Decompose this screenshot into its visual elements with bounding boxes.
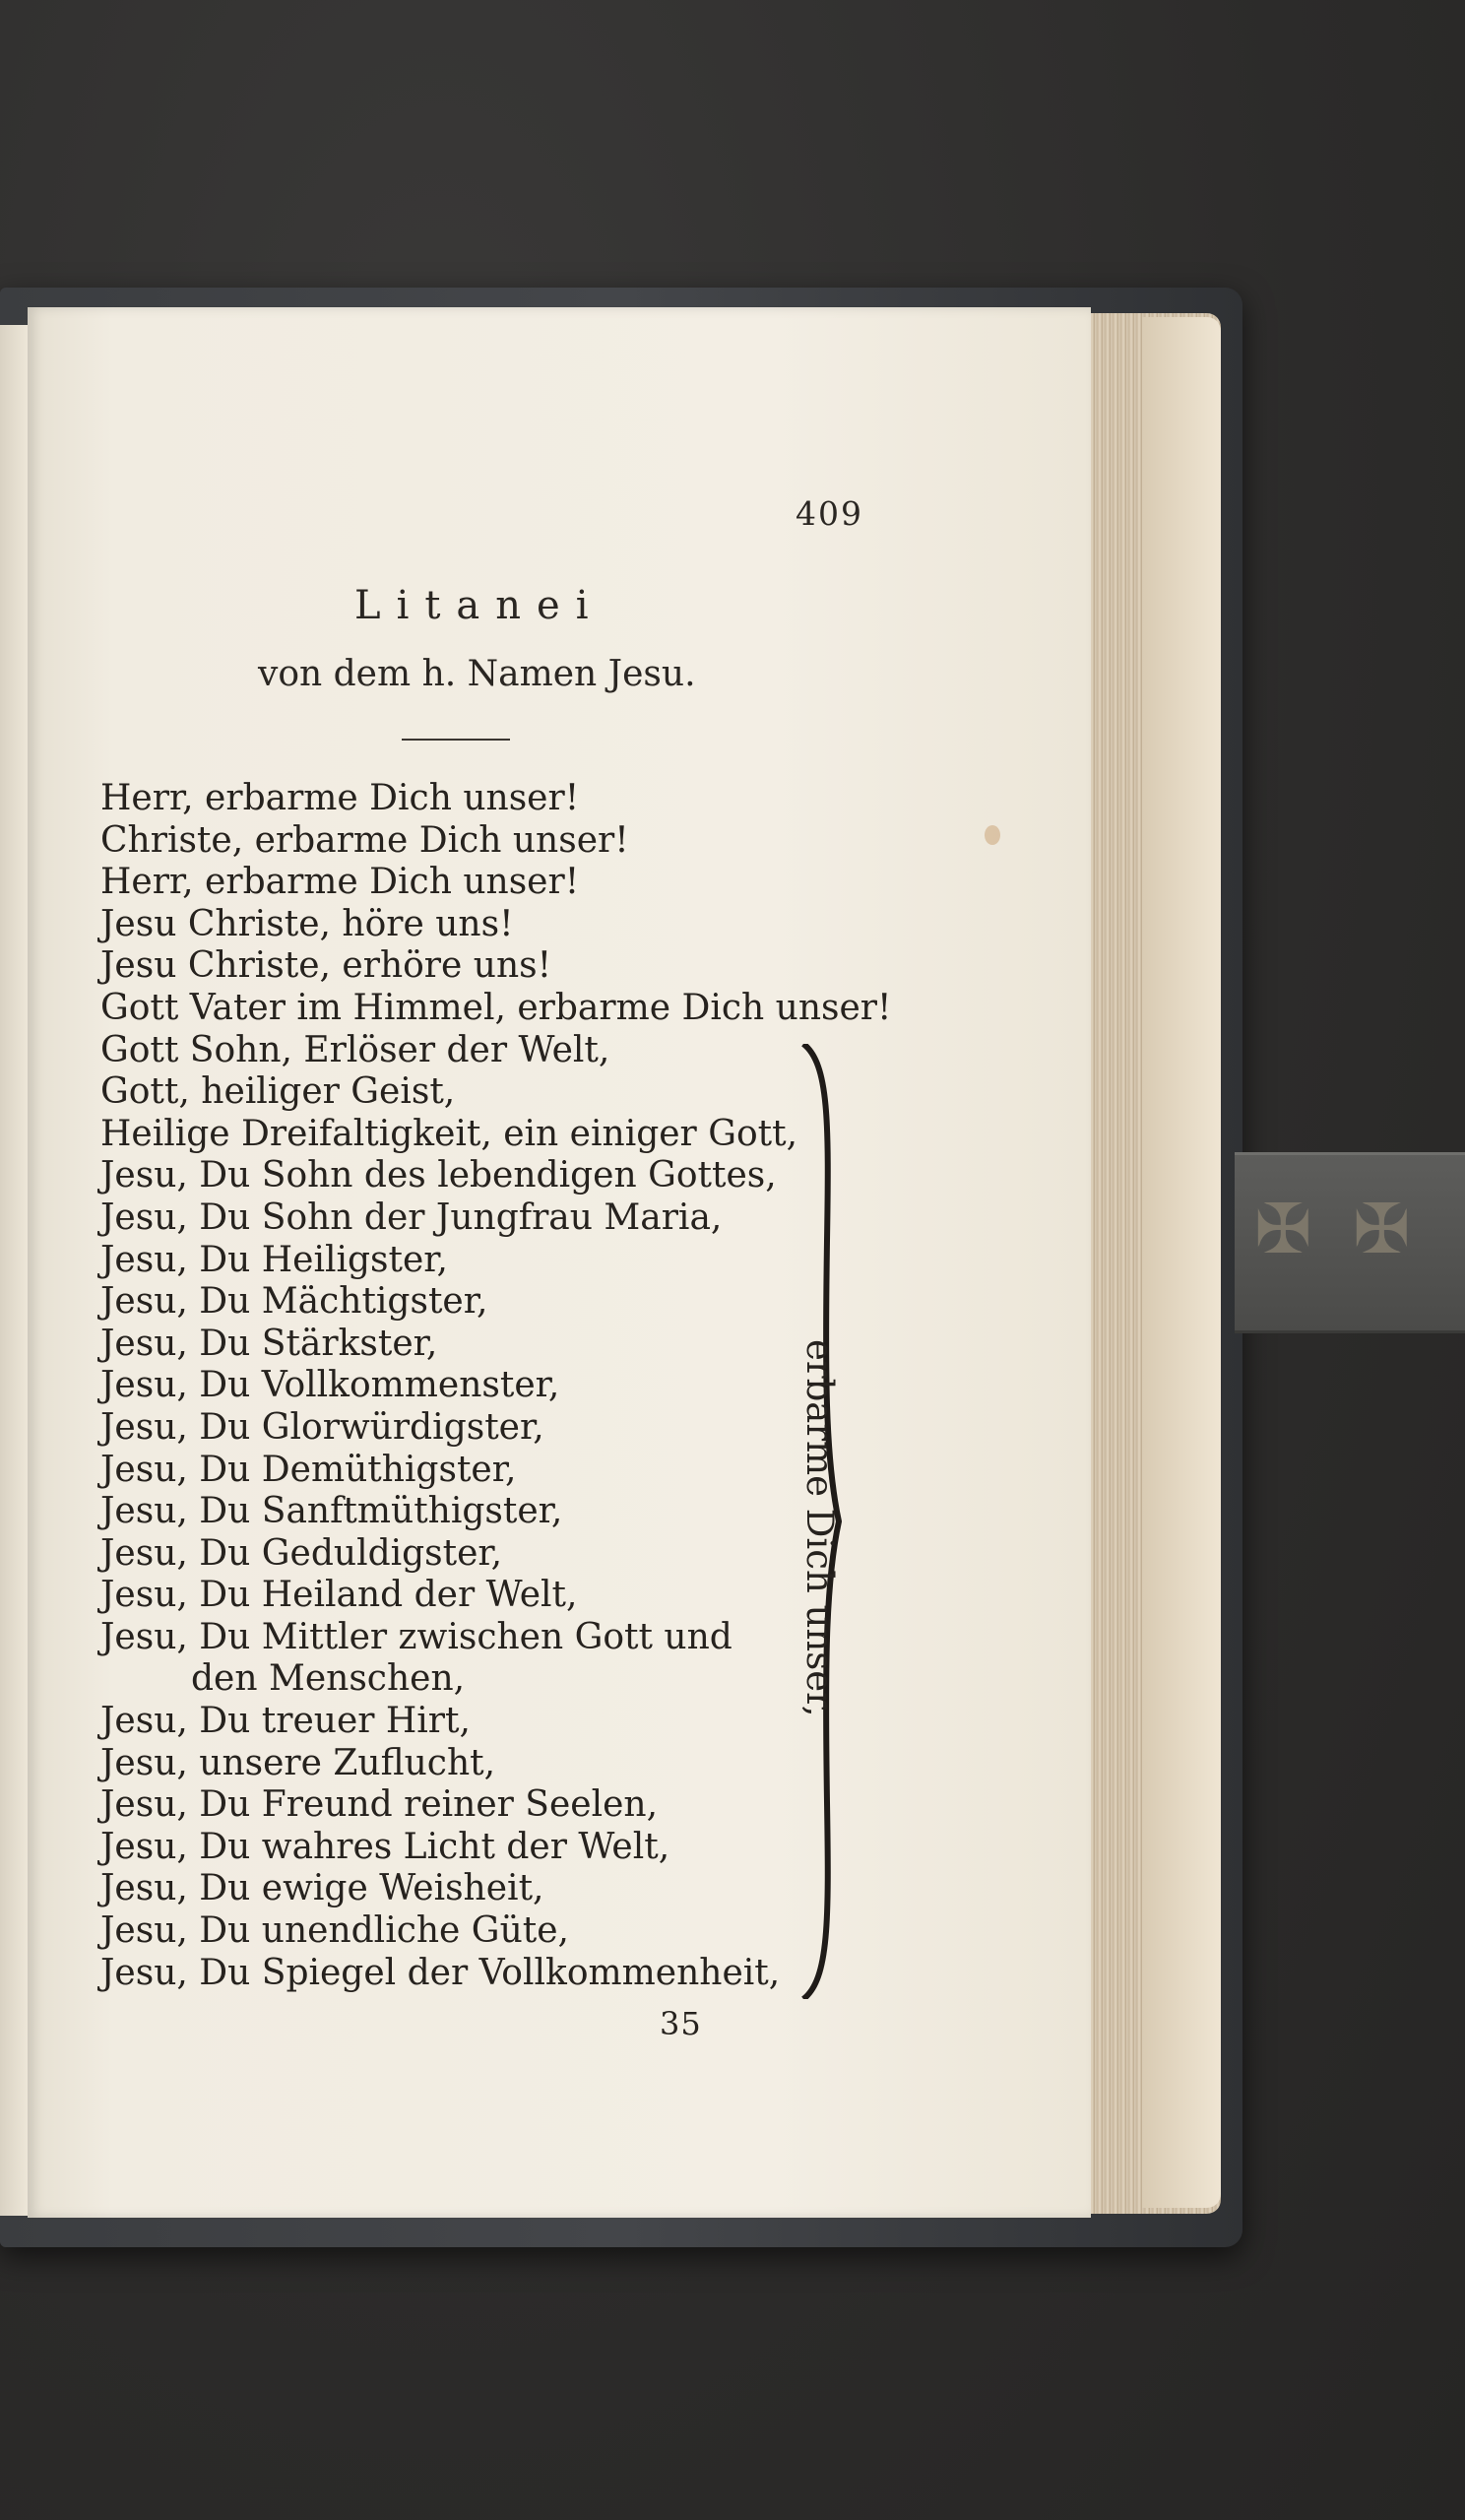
litany-line: Jesu, Du Geduldigster, [100,1532,503,1574]
litany-lines [100,778,892,1994]
litany-line: Gott, heiliger Geist, [100,1071,456,1113]
litany-line: Jesu, Du ewige Weisheit, [100,1868,544,1909]
page-subtitle: von dem h. Namen Jesu. [258,654,696,694]
litany-line: Jesu, Du Sohn der Jungfrau Maria, [100,1196,723,1238]
litany-line: Christe, erbarme Dich unser! [100,819,629,861]
litany-line: Herr, erbarme Dich unser! [100,778,580,818]
litany-line: Jesu, Du Sanftmüthigster, [100,1491,563,1532]
bookmark-ribbon [1235,1152,1465,1333]
litany-line: Gott Vater im Himmel, erbarme Dich unser! [100,987,892,1028]
ribbon-cross-icon: ✠ [1254,1189,1312,1269]
page-edges-front [1142,317,1221,2208]
litany-line: Gott Sohn, Erlöser der Welt, [100,1029,610,1070]
paper-stain [985,825,1000,845]
litany-line: Jesu, Du Heiligster, [100,1239,449,1280]
litany-line: Jesu, Du Heiland der Welt, [100,1575,578,1616]
litany-line: Jesu, Du wahres Licht der Welt, [100,1826,670,1867]
litany-line: Jesu, Du Mächtigster, [100,1281,488,1323]
page-number: 409 [796,494,863,533]
litany-line: Jesu, Du Demüthigster, [100,1449,517,1490]
litany-line: Jesu, Du Stärkster, [100,1323,438,1364]
litany-line: Jesu, Du Freund reiner Seelen, [100,1784,659,1826]
ribbon-cross-icon: ✠ [1353,1189,1411,1269]
litany-line: Jesu, Du unendliche Güte, [100,1910,569,1952]
litany-line: Jesu, unsere Zuflucht, [100,1742,496,1783]
litany-line: Jesu, Du Mittler zwischen Gott und [100,1616,732,1657]
litany-line: Heilige Dreifaltigkeit, ein einiger Gott, [100,1113,798,1154]
title-divider [402,739,510,741]
litany-response: erbarme Dich unser, [798,1339,841,1717]
litany-line: Jesu, Du Sohn des lebendigen Gottes, [100,1155,777,1196]
litany-line: Jesu Christe, höre uns! [100,903,514,944]
printer-signature-mark: 35 [660,2005,702,2042]
litany-line: Jesu, Du treuer Hirt, [100,1701,471,1742]
litany-line: Jesu Christe, erhöre uns! [100,945,552,987]
page-title: Litanei [354,583,605,628]
litany-line: Jesu, Du Glorwürdigster, [100,1406,544,1448]
litany-line: Jesu, Du Spiegel der Vollkommenheit, [100,1952,781,1993]
litany-line: Jesu, Du Vollkommenster, [100,1365,560,1406]
litany-line: Herr, erbarme Dich unser! [100,862,580,903]
litany-line-continuation: den Menschen, [191,1658,466,1700]
